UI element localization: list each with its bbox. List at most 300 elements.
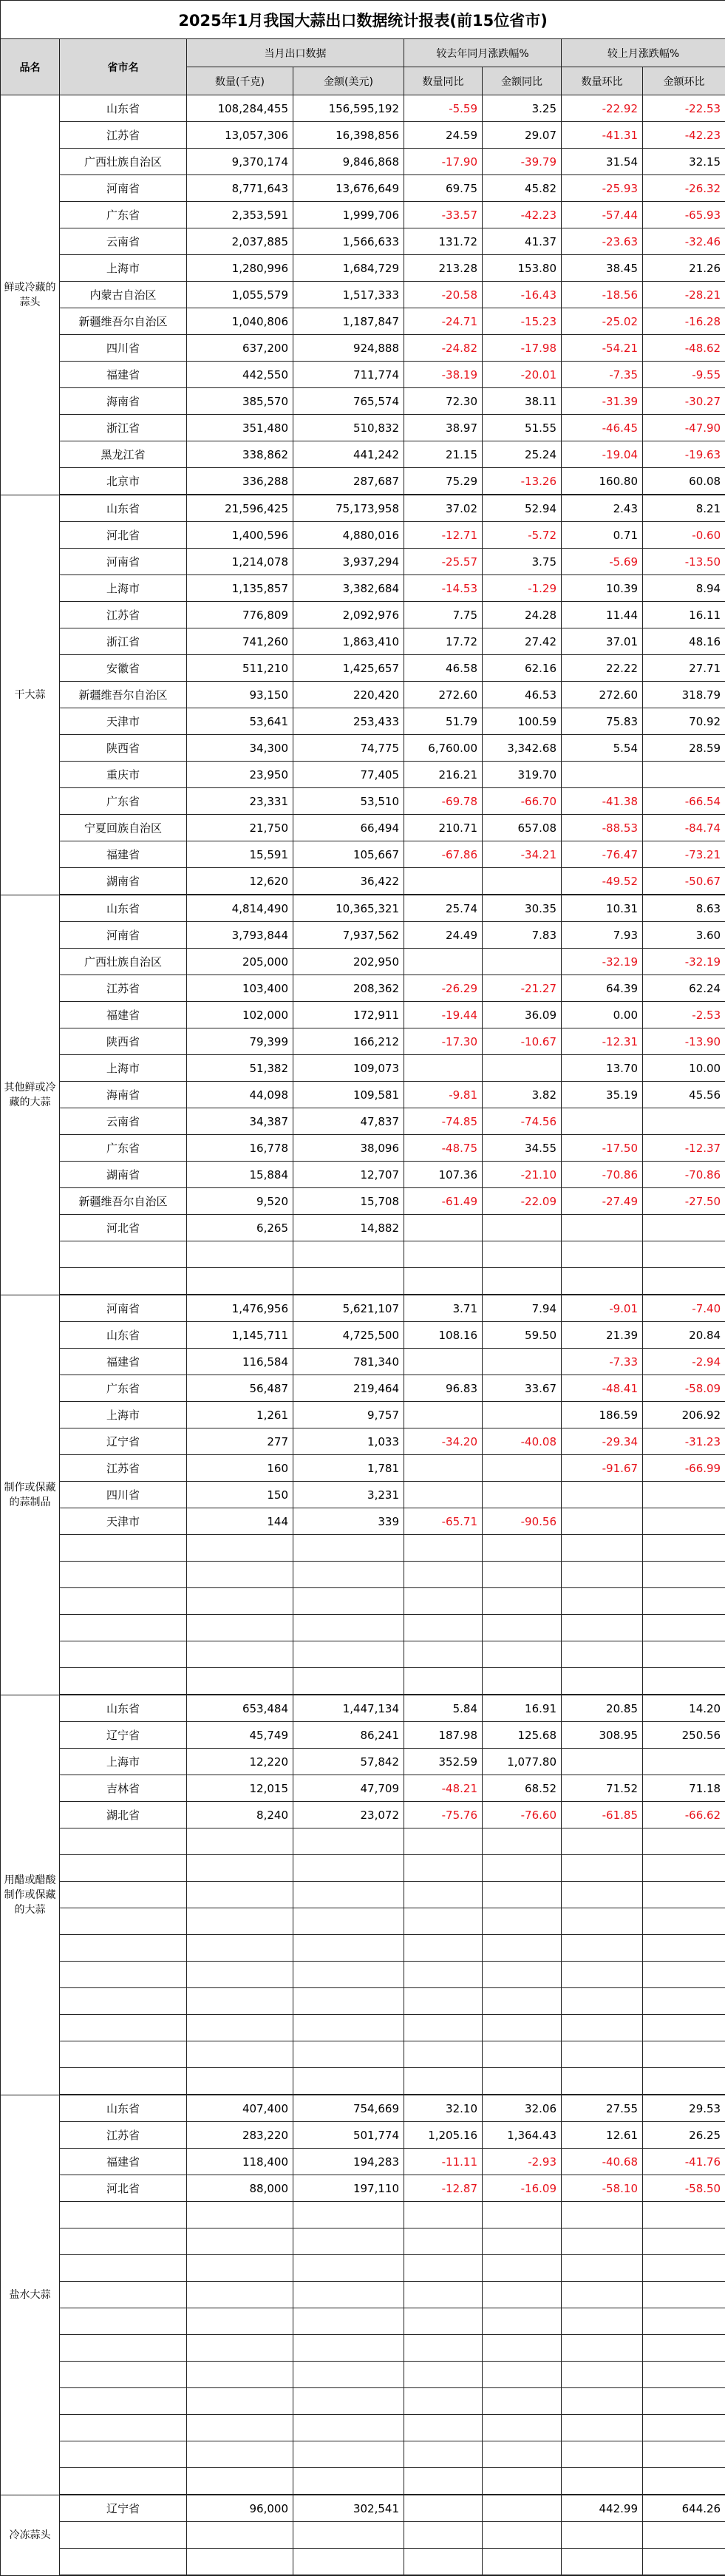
amount-mom-cell: -84.74 bbox=[643, 815, 725, 841]
qty-cell: 653,484 bbox=[187, 1695, 293, 1722]
qty-yoy-cell: -69.78 bbox=[404, 788, 483, 815]
amount-mom-cell: 8.94 bbox=[643, 575, 725, 602]
amount-yoy-cell: 3.75 bbox=[483, 549, 562, 575]
qty-mom-cell: -27.49 bbox=[562, 1188, 643, 1215]
qty-mom-cell: -41.31 bbox=[562, 122, 643, 149]
header-amount-yoy: 金额同比 bbox=[483, 67, 562, 95]
amount-cell: 1,517,333 bbox=[293, 282, 404, 308]
table-row bbox=[1, 549, 725, 575]
qty-yoy-cell bbox=[404, 868, 483, 895]
amount-mom-cell: 16.11 bbox=[643, 602, 725, 628]
qty-yoy-cell: 1,205.16 bbox=[404, 2122, 483, 2149]
qty-cell bbox=[187, 1882, 293, 1908]
amount-yoy-cell bbox=[483, 1482, 562, 1508]
qty-cell: 79,399 bbox=[187, 1028, 293, 1055]
amount-mom-cell: -30.27 bbox=[643, 388, 725, 415]
province-cell: 广东省 bbox=[60, 788, 187, 815]
province-cell bbox=[60, 2228, 187, 2255]
amount-cell bbox=[293, 1241, 404, 1268]
amount-mom-cell: -13.90 bbox=[643, 1028, 725, 1055]
table-row bbox=[1, 2468, 725, 2495]
amount-yoy-cell bbox=[483, 1402, 562, 1428]
amount-cell: 287,687 bbox=[293, 468, 404, 495]
table-row bbox=[1, 1108, 725, 1135]
amount-cell: 4,725,500 bbox=[293, 1322, 404, 1349]
amount-yoy-cell: -39.79 bbox=[483, 149, 562, 175]
category-name: 其他鲜或冷藏的大蒜 bbox=[1, 895, 60, 1295]
table-row bbox=[1, 1802, 725, 1828]
province-cell bbox=[60, 2362, 187, 2388]
amount-cell bbox=[293, 2202, 404, 2228]
qty-yoy-cell bbox=[404, 1268, 483, 1295]
amount-mom-cell bbox=[643, 1108, 725, 1135]
amount-cell: 47,709 bbox=[293, 1775, 404, 1802]
province-cell: 新疆维吾尔自治区 bbox=[60, 682, 187, 708]
amount-yoy-cell: 3,342.68 bbox=[483, 735, 562, 762]
qty-mom-cell: -7.33 bbox=[562, 1349, 643, 1375]
qty-cell: 45,749 bbox=[187, 1722, 293, 1749]
qty-cell bbox=[187, 2282, 293, 2308]
qty-mom-cell bbox=[562, 1562, 643, 1588]
table-row bbox=[1, 949, 725, 975]
amount-cell: 220,420 bbox=[293, 682, 404, 708]
table-row bbox=[1, 1375, 725, 1402]
amount-cell: 3,937,294 bbox=[293, 549, 404, 575]
amount-cell: 510,832 bbox=[293, 415, 404, 441]
qty-mom-cell: -32.19 bbox=[562, 949, 643, 975]
table-row bbox=[1, 1162, 725, 1188]
qty-mom-cell bbox=[562, 1108, 643, 1135]
amount-mom-cell bbox=[643, 2015, 725, 2041]
amount-mom-cell: -32.19 bbox=[643, 949, 725, 975]
table-row bbox=[1, 2122, 725, 2149]
category-group bbox=[1, 1695, 725, 2095]
qty-mom-cell bbox=[562, 2282, 643, 2308]
amount-cell: 3,382,684 bbox=[293, 575, 404, 602]
qty-cell: 21,596,425 bbox=[187, 495, 293, 522]
category-group bbox=[1, 1295, 725, 1695]
qty-cell: 23,950 bbox=[187, 762, 293, 788]
amount-yoy-cell bbox=[483, 1615, 562, 1641]
amount-yoy-cell: -34.21 bbox=[483, 841, 562, 868]
province-cell bbox=[60, 2335, 187, 2362]
qty-yoy-cell: 24.49 bbox=[404, 922, 483, 949]
table-row bbox=[1, 2335, 725, 2362]
qty-yoy-cell bbox=[404, 2041, 483, 2068]
amount-yoy-cell: 100.59 bbox=[483, 708, 562, 735]
qty-mom-cell: 13.70 bbox=[562, 1055, 643, 1082]
amount-mom-cell: -58.09 bbox=[643, 1375, 725, 1402]
amount-cell: 765,574 bbox=[293, 388, 404, 415]
amount-mom-cell bbox=[643, 2549, 725, 2576]
qty-mom-cell bbox=[562, 1615, 643, 1641]
header-amount-mom: 金额环比 bbox=[643, 67, 725, 95]
amount-cell bbox=[293, 1962, 404, 1988]
table-row bbox=[1, 1428, 725, 1455]
amount-mom-cell: 45.56 bbox=[643, 1082, 725, 1108]
qty-mom-cell: 160.80 bbox=[562, 468, 643, 495]
province-cell bbox=[60, 2549, 187, 2576]
qty-mom-cell: -19.04 bbox=[562, 441, 643, 468]
amount-cell: 7,937,562 bbox=[293, 922, 404, 949]
province-cell: 辽宁省 bbox=[60, 2495, 187, 2522]
amount-cell: 711,774 bbox=[293, 362, 404, 388]
province-cell bbox=[60, 1962, 187, 1988]
amount-cell bbox=[293, 1828, 404, 1855]
province-cell: 浙江省 bbox=[60, 628, 187, 655]
qty-mom-cell bbox=[562, 1482, 643, 1508]
qty-yoy-cell: 51.79 bbox=[404, 708, 483, 735]
amount-mom-cell bbox=[643, 2308, 725, 2335]
province-cell: 上海市 bbox=[60, 1749, 187, 1775]
amount-mom-cell bbox=[643, 2335, 725, 2362]
amount-yoy-cell: -13.26 bbox=[483, 468, 562, 495]
qty-yoy-cell: 6,760.00 bbox=[404, 735, 483, 762]
amount-cell bbox=[293, 2015, 404, 2041]
qty-mom-cell bbox=[562, 1641, 643, 1668]
qty-cell: 53,641 bbox=[187, 708, 293, 735]
table-row bbox=[1, 1588, 725, 1615]
qty-yoy-cell: 352.59 bbox=[404, 1749, 483, 1775]
table-row bbox=[1, 2308, 725, 2335]
amount-yoy-cell: -16.43 bbox=[483, 282, 562, 308]
amount-yoy-cell: -15.23 bbox=[483, 308, 562, 335]
qty-mom-cell: -7.35 bbox=[562, 362, 643, 388]
province-cell bbox=[60, 1535, 187, 1562]
table-row bbox=[1, 388, 725, 415]
qty-yoy-cell bbox=[404, 2255, 483, 2282]
amount-mom-cell: -42.23 bbox=[643, 122, 725, 149]
qty-mom-cell bbox=[562, 1668, 643, 1695]
qty-yoy-cell: 37.02 bbox=[404, 495, 483, 522]
amount-yoy-cell: 30.35 bbox=[483, 895, 562, 922]
qty-cell: 6,265 bbox=[187, 1215, 293, 1241]
amount-cell: 47,837 bbox=[293, 1108, 404, 1135]
amount-mom-cell bbox=[643, 1668, 725, 1695]
qty-mom-cell bbox=[562, 1508, 643, 1535]
amount-yoy-cell bbox=[483, 2495, 562, 2522]
table-row bbox=[1, 841, 725, 868]
qty-yoy-cell: 210.71 bbox=[404, 815, 483, 841]
amount-yoy-cell bbox=[483, 1908, 562, 1935]
table-row bbox=[1, 1349, 725, 1375]
qty-cell: 96,000 bbox=[187, 2495, 293, 2522]
amount-cell: 219,464 bbox=[293, 1375, 404, 1402]
amount-yoy-cell bbox=[483, 1588, 562, 1615]
qty-cell bbox=[187, 2415, 293, 2441]
qty-cell bbox=[187, 1562, 293, 1588]
amount-yoy-cell: 1,364.43 bbox=[483, 2122, 562, 2149]
qty-cell: 21,750 bbox=[187, 815, 293, 841]
qty-mom-cell bbox=[562, 2202, 643, 2228]
amount-mom-cell: 60.08 bbox=[643, 468, 725, 495]
qty-cell: 34,387 bbox=[187, 1108, 293, 1135]
amount-mom-cell bbox=[643, 2202, 725, 2228]
qty-cell: 1,055,579 bbox=[187, 282, 293, 308]
province-cell: 四川省 bbox=[60, 335, 187, 362]
qty-yoy-cell: -9.81 bbox=[404, 1082, 483, 1108]
amount-mom-cell bbox=[643, 1908, 725, 1935]
province-cell: 辽宁省 bbox=[60, 1722, 187, 1749]
category-name: 盐水大蒜 bbox=[1, 2095, 60, 2495]
qty-yoy-cell bbox=[404, 2362, 483, 2388]
amount-cell: 3,231 bbox=[293, 1482, 404, 1508]
qty-cell: 108,284,455 bbox=[187, 95, 293, 122]
qty-cell: 93,150 bbox=[187, 682, 293, 708]
table-row bbox=[1, 602, 725, 628]
amount-mom-cell bbox=[643, 1268, 725, 1295]
qty-yoy-cell bbox=[404, 1215, 483, 1241]
table-row bbox=[1, 282, 725, 308]
table-row bbox=[1, 202, 725, 228]
amount-mom-cell bbox=[643, 2228, 725, 2255]
qty-yoy-cell: -75.76 bbox=[404, 1802, 483, 1828]
qty-yoy-cell: -48.75 bbox=[404, 1135, 483, 1162]
qty-mom-cell: -76.47 bbox=[562, 841, 643, 868]
qty-cell: 15,884 bbox=[187, 1162, 293, 1188]
qty-mom-cell: 442.99 bbox=[562, 2495, 643, 2522]
qty-mom-cell: -22.92 bbox=[562, 95, 643, 122]
table-row bbox=[1, 2041, 725, 2068]
amount-yoy-cell bbox=[483, 2041, 562, 2068]
province-cell bbox=[60, 1641, 187, 1668]
amount-mom-cell: -41.76 bbox=[643, 2149, 725, 2175]
province-cell bbox=[60, 1855, 187, 1882]
qty-yoy-cell bbox=[404, 1562, 483, 1588]
amount-yoy-cell bbox=[483, 1855, 562, 1882]
qty-mom-cell: -57.44 bbox=[562, 202, 643, 228]
amount-cell bbox=[293, 2415, 404, 2441]
qty-cell bbox=[187, 2362, 293, 2388]
qty-yoy-cell bbox=[404, 2202, 483, 2228]
amount-mom-cell: 71.18 bbox=[643, 1775, 725, 1802]
qty-yoy-cell: 107.36 bbox=[404, 1162, 483, 1188]
qty-cell bbox=[187, 2068, 293, 2095]
amount-mom-cell: 14.20 bbox=[643, 1695, 725, 1722]
amount-yoy-cell: 7.94 bbox=[483, 1295, 562, 1322]
province-cell: 新疆维吾尔自治区 bbox=[60, 1188, 187, 1215]
province-cell: 江苏省 bbox=[60, 1455, 187, 1482]
province-cell: 云南省 bbox=[60, 228, 187, 255]
amount-yoy-cell: -74.56 bbox=[483, 1108, 562, 1135]
amount-cell bbox=[293, 1562, 404, 1588]
amount-mom-cell: -66.62 bbox=[643, 1802, 725, 1828]
amount-yoy-cell: 16.91 bbox=[483, 1695, 562, 1722]
amount-cell bbox=[293, 1855, 404, 1882]
amount-cell: 1,781 bbox=[293, 1455, 404, 1482]
amount-mom-cell: 27.71 bbox=[643, 655, 725, 682]
table-row bbox=[1, 2282, 725, 2308]
qty-cell: 1,214,078 bbox=[187, 549, 293, 575]
province-cell bbox=[60, 1268, 187, 1295]
amount-cell bbox=[293, 2522, 404, 2549]
qty-cell: 277 bbox=[187, 1428, 293, 1455]
amount-mom-cell: 21.26 bbox=[643, 255, 725, 282]
amount-yoy-cell: -1.29 bbox=[483, 575, 562, 602]
qty-yoy-cell: 21.15 bbox=[404, 441, 483, 468]
qty-yoy-cell bbox=[404, 1908, 483, 1935]
amount-cell bbox=[293, 2468, 404, 2495]
amount-yoy-cell: -21.27 bbox=[483, 975, 562, 1002]
amount-cell: 1,425,657 bbox=[293, 655, 404, 682]
province-cell: 山东省 bbox=[60, 1322, 187, 1349]
qty-yoy-cell: -38.19 bbox=[404, 362, 483, 388]
qty-yoy-cell bbox=[404, 1588, 483, 1615]
qty-mom-cell bbox=[562, 2255, 643, 2282]
province-cell: 陕西省 bbox=[60, 1028, 187, 1055]
qty-mom-cell: -48.41 bbox=[562, 1375, 643, 1402]
qty-yoy-cell bbox=[404, 2282, 483, 2308]
qty-cell bbox=[187, 1988, 293, 2015]
amount-mom-cell: 10.00 bbox=[643, 1055, 725, 1082]
amount-yoy-cell: 24.28 bbox=[483, 602, 562, 628]
table-row bbox=[1, 522, 725, 549]
province-cell bbox=[60, 2202, 187, 2228]
qty-mom-cell bbox=[562, 762, 643, 788]
amount-mom-cell: 644.26 bbox=[643, 2495, 725, 2522]
province-cell: 江苏省 bbox=[60, 602, 187, 628]
amount-mom-cell: 20.84 bbox=[643, 1322, 725, 1349]
amount-cell: 501,774 bbox=[293, 2122, 404, 2149]
province-cell bbox=[60, 1615, 187, 1641]
province-cell: 浙江省 bbox=[60, 415, 187, 441]
province-cell: 江苏省 bbox=[60, 122, 187, 149]
qty-yoy-cell: -20.58 bbox=[404, 282, 483, 308]
amount-yoy-cell bbox=[483, 1962, 562, 1988]
amount-yoy-cell bbox=[483, 2228, 562, 2255]
amount-yoy-cell bbox=[483, 1882, 562, 1908]
amount-yoy-cell: -21.10 bbox=[483, 1162, 562, 1188]
qty-cell bbox=[187, 1828, 293, 1855]
table-row bbox=[1, 1749, 725, 1775]
qty-mom-cell: 27.55 bbox=[562, 2095, 643, 2122]
amount-mom-cell: 3.60 bbox=[643, 922, 725, 949]
amount-yoy-cell: -5.72 bbox=[483, 522, 562, 549]
table-row bbox=[1, 2415, 725, 2441]
report-title: 2025年1月我国大蒜出口数据统计报表(前15位省市) bbox=[1, 1, 725, 39]
qty-cell: 15,591 bbox=[187, 841, 293, 868]
qty-mom-cell bbox=[562, 2041, 643, 2068]
table-row bbox=[1, 1882, 725, 1908]
table-row bbox=[1, 1482, 725, 1508]
table-row bbox=[1, 762, 725, 788]
amount-mom-cell: 318.79 bbox=[643, 682, 725, 708]
table-row bbox=[1, 788, 725, 815]
table-row bbox=[1, 1028, 725, 1055]
amount-cell bbox=[293, 2308, 404, 2335]
qty-cell: 13,057,306 bbox=[187, 122, 293, 149]
province-cell: 北京市 bbox=[60, 468, 187, 495]
qty-mom-cell: -61.85 bbox=[562, 1802, 643, 1828]
amount-mom-cell: 8.21 bbox=[643, 495, 725, 522]
amount-mom-cell: -19.63 bbox=[643, 441, 725, 468]
amount-cell: 77,405 bbox=[293, 762, 404, 788]
qty-cell: 88,000 bbox=[187, 2175, 293, 2202]
amount-yoy-cell bbox=[483, 1349, 562, 1375]
province-cell: 湖南省 bbox=[60, 1162, 187, 1188]
qty-mom-cell: 0.71 bbox=[562, 522, 643, 549]
province-cell: 广西壮族自治区 bbox=[60, 149, 187, 175]
province-cell bbox=[60, 1241, 187, 1268]
qty-mom-cell: 2.43 bbox=[562, 495, 643, 522]
qty-mom-cell bbox=[562, 2335, 643, 2362]
amount-cell: 194,283 bbox=[293, 2149, 404, 2175]
table-row bbox=[1, 1402, 725, 1428]
qty-mom-cell bbox=[562, 1535, 643, 1562]
amount-yoy-cell: 38.11 bbox=[483, 388, 562, 415]
qty-mom-cell: -25.93 bbox=[562, 175, 643, 202]
qty-cell bbox=[187, 1641, 293, 1668]
province-cell bbox=[60, 2015, 187, 2041]
amount-mom-cell bbox=[643, 1962, 725, 1988]
province-cell: 广东省 bbox=[60, 202, 187, 228]
qty-cell: 3,793,844 bbox=[187, 922, 293, 949]
amount-cell: 781,340 bbox=[293, 1349, 404, 1375]
amount-yoy-cell: -66.70 bbox=[483, 788, 562, 815]
amount-cell bbox=[293, 1668, 404, 1695]
qty-cell bbox=[187, 1241, 293, 1268]
amount-mom-cell bbox=[643, 1535, 725, 1562]
table-row bbox=[1, 149, 725, 175]
province-cell: 辽宁省 bbox=[60, 1428, 187, 1455]
amount-cell: 109,073 bbox=[293, 1055, 404, 1082]
qty-mom-cell: -23.63 bbox=[562, 228, 643, 255]
table-row bbox=[1, 1268, 725, 1295]
qty-cell bbox=[187, 2522, 293, 2549]
amount-mom-cell bbox=[643, 2415, 725, 2441]
amount-mom-cell bbox=[643, 2388, 725, 2415]
amount-cell: 9,757 bbox=[293, 1402, 404, 1428]
table-row bbox=[1, 175, 725, 202]
qty-cell bbox=[187, 1935, 293, 1962]
amount-yoy-cell: 25.24 bbox=[483, 441, 562, 468]
amount-cell: 36,422 bbox=[293, 868, 404, 895]
qty-yoy-cell: -17.30 bbox=[404, 1028, 483, 1055]
amount-yoy-cell: 68.52 bbox=[483, 1775, 562, 1802]
amount-cell bbox=[293, 1908, 404, 1935]
qty-yoy-cell: -25.57 bbox=[404, 549, 483, 575]
qty-mom-cell: 10.31 bbox=[562, 895, 643, 922]
amount-cell: 5,621,107 bbox=[293, 1295, 404, 1322]
qty-yoy-cell: 96.83 bbox=[404, 1375, 483, 1402]
qty-cell: 741,260 bbox=[187, 628, 293, 655]
amount-mom-cell: -16.28 bbox=[643, 308, 725, 335]
qty-yoy-cell: 25.74 bbox=[404, 895, 483, 922]
amount-mom-cell bbox=[643, 1615, 725, 1641]
amount-yoy-cell bbox=[483, 1268, 562, 1295]
table-row bbox=[1, 255, 725, 282]
amount-cell: 4,880,016 bbox=[293, 522, 404, 549]
table-row bbox=[1, 95, 725, 122]
province-cell: 山东省 bbox=[60, 95, 187, 122]
table-row bbox=[1, 1241, 725, 1268]
qty-cell: 511,210 bbox=[187, 655, 293, 682]
amount-yoy-cell: 7.83 bbox=[483, 922, 562, 949]
qty-mom-cell bbox=[562, 1962, 643, 1988]
qty-yoy-cell bbox=[404, 1482, 483, 1508]
qty-yoy-cell: -74.85 bbox=[404, 1108, 483, 1135]
qty-cell bbox=[187, 1615, 293, 1641]
qty-cell: 283,220 bbox=[187, 2122, 293, 2149]
amount-yoy-cell: 36.09 bbox=[483, 1002, 562, 1028]
qty-yoy-cell bbox=[404, 2468, 483, 2495]
qty-yoy-cell: -14.53 bbox=[404, 575, 483, 602]
qty-mom-cell: -41.38 bbox=[562, 788, 643, 815]
province-cell: 山东省 bbox=[60, 895, 187, 922]
province-cell bbox=[60, 2441, 187, 2468]
table-row bbox=[1, 441, 725, 468]
qty-mom-cell bbox=[562, 2015, 643, 2041]
